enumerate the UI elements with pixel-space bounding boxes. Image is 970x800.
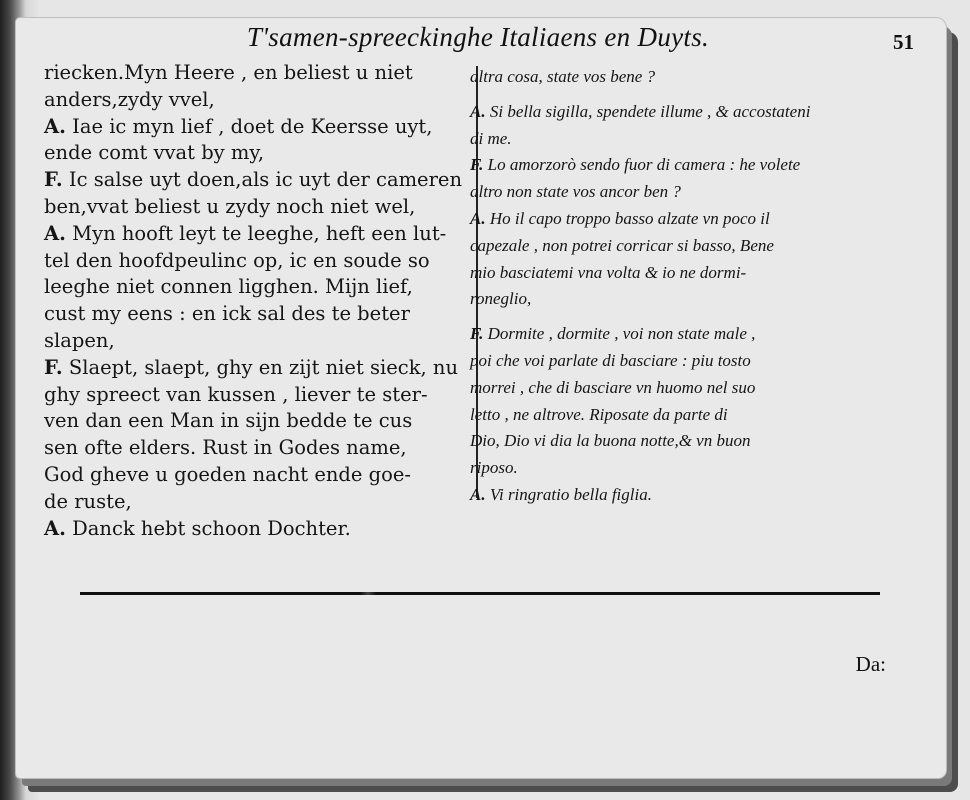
- line-text: Si bella sigilla, spendete illume , & accostateni: [489, 101, 811, 121]
- dialogue-line: [470, 126, 890, 153]
- dialogue-line: [44, 221, 470, 248]
- dialogue-line: [470, 64, 890, 91]
- line-text: Iae ic myn lief , doet de Keersse uyt,: [72, 114, 433, 138]
- dialogue-line: [470, 99, 890, 126]
- dialogue-line: [44, 408, 470, 435]
- dialogue-line: [470, 375, 890, 402]
- dialogue-paragraph: [470, 99, 890, 153]
- line-text: slapen,: [44, 328, 115, 352]
- line-text: altro non state vos ancor ben ?: [470, 182, 681, 202]
- line-text: ende comt vvat by my,: [44, 141, 265, 165]
- line-text: roneglio,: [470, 289, 532, 309]
- speaker-label: F.: [470, 324, 484, 344]
- line-text: de ruste,: [44, 489, 132, 513]
- line-text: morrei , che di basciare vn huomo nel suo: [470, 377, 756, 397]
- speaker-label: F.: [44, 355, 63, 379]
- line-text: riecken.Myn Heere , en beliest u niet: [44, 61, 413, 84]
- dialogue-line: [470, 152, 890, 179]
- line-text: Vi ringratio bella figlia.: [489, 484, 652, 504]
- dialogue-line: [44, 167, 470, 194]
- dialogue-line: [44, 114, 470, 141]
- dialogue-paragraph: [470, 206, 890, 313]
- line-text: sen ofte elders. Rust in Godes name,: [44, 436, 407, 460]
- dialogue-line: [44, 248, 470, 275]
- dialogue-paragraph: [470, 152, 890, 206]
- line-text: Dio, Dio vi dia la buona notte,& vn buon: [470, 431, 751, 451]
- line-text: riposo.: [470, 458, 518, 478]
- italian-column: [470, 64, 890, 509]
- dialogue-paragraph: [470, 482, 890, 509]
- line-text: letto , ne altrove. Riposate da parte di: [470, 404, 728, 424]
- dialogue-line: [44, 516, 470, 543]
- dialogue-line: [470, 482, 890, 509]
- dialogue-line: [470, 179, 890, 206]
- dialogue-line: [470, 455, 890, 482]
- dialogue-line: [470, 260, 890, 287]
- dutch-column: [44, 60, 470, 542]
- dialogue-paragraph: [44, 516, 470, 543]
- line-text: Danck hebt schoon Dochter.: [72, 516, 351, 540]
- line-text: tel den hoofdpeulinc op, ic en soude so: [44, 248, 430, 272]
- line-text: cust my eens : en ick sal des te beter: [44, 302, 410, 326]
- speaker-label: A.: [470, 484, 486, 504]
- line-text: di me.: [470, 128, 512, 148]
- dialogue-line: [470, 206, 890, 233]
- dialogue-line: [470, 402, 890, 429]
- dialogue-line: [44, 194, 470, 221]
- catchword: Da:: [855, 652, 886, 676]
- line-text: capezale , non potrei corricar si basso, Bene: [470, 235, 774, 255]
- line-text: Ho il capo troppo basso alzate vn poco il: [489, 208, 770, 228]
- line-text: God gheve u goeden nacht ende goe-: [44, 462, 412, 486]
- speaker-label: A.: [44, 516, 66, 540]
- line-text: leeghe niet connen ligghen. Mijn lief,: [44, 275, 413, 299]
- dialogue-line: [44, 60, 470, 87]
- speaker-label: A.: [44, 114, 66, 138]
- dialogue-paragraph: [470, 64, 890, 91]
- line-text: altra cosa, state vos bene ?: [470, 67, 656, 86]
- dialogue-paragraph: [44, 114, 470, 168]
- line-text: poi che voi parlate di basciare : piu tosto: [470, 350, 751, 370]
- line-text: anders,zydy vvel,: [44, 87, 215, 111]
- running-header: T'samen-spreeckinghe Italiaens en Duyts.: [246, 22, 710, 52]
- dialogue-line: [44, 140, 470, 167]
- dialogue-line: [470, 321, 890, 348]
- speaker-label: F.: [44, 168, 63, 192]
- dialogue-line: [44, 301, 470, 328]
- line-text: Dormite , dormite , voi non state male ,: [487, 324, 756, 344]
- speaker-label: F.: [470, 155, 484, 175]
- dialogue-line: [470, 428, 890, 455]
- dialogue-line: [44, 462, 470, 489]
- line-text: Slaept, slaept, ghy en zijt niet sieck, nu: [68, 355, 459, 379]
- line-text: ven dan een Man in sijn bedde te cus: [44, 409, 413, 433]
- page-number: 51: [893, 30, 914, 54]
- dialogue-line: [470, 348, 890, 375]
- line-text: ben,vvat beliest u zydy noch niet wel,: [44, 194, 416, 218]
- dialogue-line: [44, 435, 470, 462]
- dialogue-line: [470, 233, 890, 260]
- dialogue-paragraph: [470, 321, 890, 482]
- dialogue-paragraph: [44, 167, 470, 221]
- dialogue-paragraph: [44, 221, 470, 355]
- dialogue-line: [44, 274, 470, 301]
- dialogue-line: [44, 87, 470, 114]
- line-text: ghy spreect van kussen , liever te ster-: [44, 382, 428, 406]
- speaker-label: A.: [470, 208, 486, 228]
- paragraph-gap: [470, 91, 890, 99]
- line-text: Lo amorzorò sendo fuor di camera : he volete: [487, 155, 801, 175]
- dialogue-line: [44, 489, 470, 516]
- paragraph-gap: [470, 313, 890, 321]
- dialogue-line: [44, 382, 470, 409]
- dialogue-paragraph: [44, 355, 470, 516]
- line-text: Ic salse uyt doen,als ic uyt der cameren: [68, 168, 463, 192]
- speaker-label: A.: [44, 221, 66, 245]
- dialogue-line: [44, 355, 470, 382]
- dialogue-line: [470, 286, 890, 313]
- line-text: Myn hooft leyt te leeghe, heft een lut-: [72, 221, 447, 245]
- speaker-label: A.: [470, 101, 486, 121]
- dialogue-paragraph: [44, 60, 470, 114]
- line-text: mio basciatemi vna volta & io ne dormi-: [470, 262, 747, 282]
- dialogue-line: [44, 328, 470, 355]
- horizontal-rule: [80, 592, 880, 595]
